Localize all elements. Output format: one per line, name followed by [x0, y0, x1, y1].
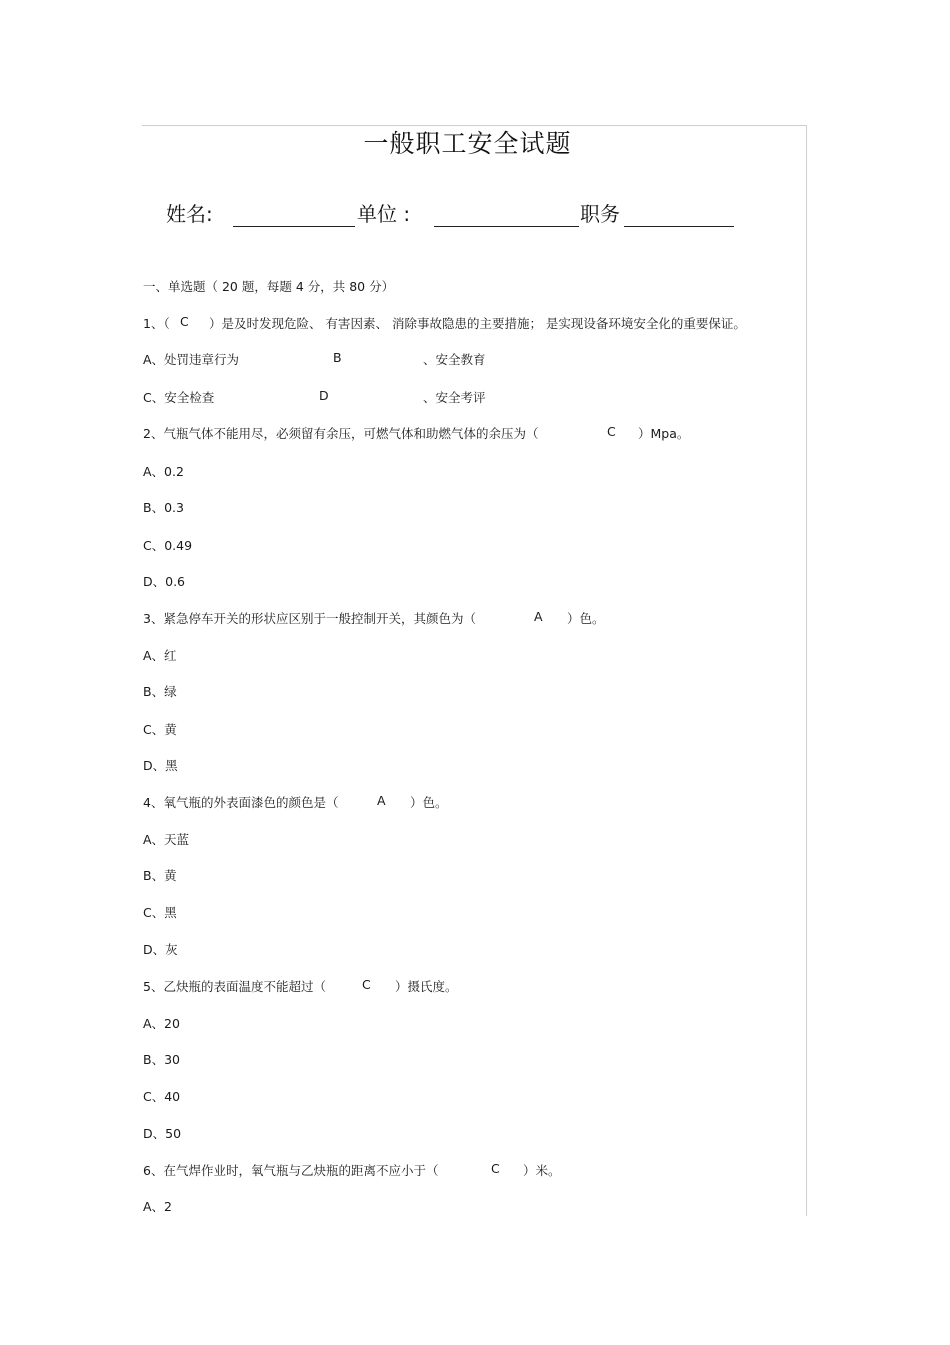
job-label: 职务: [580, 202, 620, 226]
q3-option-b: B、绿: [143, 684, 177, 699]
q6-text: 6、在气焊作业时，氧气瓶与乙炔瓶的距离不应小于（: [143, 1163, 439, 1178]
q5-option-b: B、30: [143, 1052, 180, 1067]
q2-answer: C: [607, 424, 616, 439]
q3-answer: A: [534, 609, 543, 624]
q4-option-a: A、天蓝: [143, 832, 190, 847]
q6-option-a: A、2: [143, 1199, 173, 1214]
q1-option-d-letter: D: [319, 388, 329, 403]
unit-label: 单位 :: [357, 202, 411, 226]
q5-option-c: C、40: [143, 1089, 181, 1104]
q2-option-b: B、0.3: [143, 500, 184, 515]
q3-suffix: ）色。: [567, 611, 605, 626]
q5-suffix: ）摄氏度。: [395, 979, 458, 994]
q4-option-c: C、黑: [143, 905, 177, 920]
q4-answer: A: [377, 793, 386, 808]
q4-option-d: D、灰: [143, 942, 178, 957]
q1-text: ）是及时发现危险、 有害因素、 消除事故隐患的主要措施； 是实现设备环境安全化的重要保证。: [209, 316, 746, 331]
q6-answer: C: [491, 1161, 500, 1176]
q4-suffix: ）色。: [410, 795, 448, 810]
q1-option-c: C、安全检查: [143, 390, 215, 405]
q4-text: 4、氧气瓶的外表面漆色的颜色是（: [143, 795, 339, 810]
q1-option-d-text: 、安全考评: [423, 390, 486, 405]
q2-text: 2、气瓶气体不能用尽，必须留有余压，可燃气体和助燃气体的余压为（: [143, 426, 539, 441]
q4-option-b: B、黄: [143, 868, 177, 883]
q1-prefix: 1、（: [143, 316, 170, 331]
q2-option-a: A、0.2: [143, 464, 184, 479]
q2-option-c: C、0.49: [143, 538, 193, 553]
q5-option-d: D、50: [143, 1126, 182, 1141]
q1-option-b-letter: B: [333, 350, 342, 365]
page-title: 一般职工安全试题: [363, 129, 572, 158]
q5-option-a: A、20: [143, 1016, 180, 1031]
q3-option-d: D、黑: [143, 758, 178, 773]
q5-text: 5、乙炔瓶的表面温度不能超过（: [143, 979, 326, 994]
q1-answer: C: [180, 314, 189, 329]
q2-suffix: ）Mpa。: [638, 426, 690, 441]
q2-option-d: D、0.6: [143, 574, 186, 589]
q6-suffix: ）米。: [523, 1163, 561, 1178]
q1-option-a: A、处罚违章行为: [143, 352, 240, 367]
section-heading: 一、单选题（ 20 题，每题 4 分，共 80 分）: [143, 279, 395, 294]
q3-option-c: C、黄: [143, 722, 177, 737]
q3-option-a: A、红: [143, 648, 177, 663]
q5-answer: C: [362, 977, 371, 992]
q1-option-b-text: 、安全教育: [423, 352, 486, 367]
q3-text: 3、紧急停车开关的形状应区别于一般控制开关，其颜色为（: [143, 611, 476, 626]
name-label: 姓名:: [166, 202, 213, 226]
